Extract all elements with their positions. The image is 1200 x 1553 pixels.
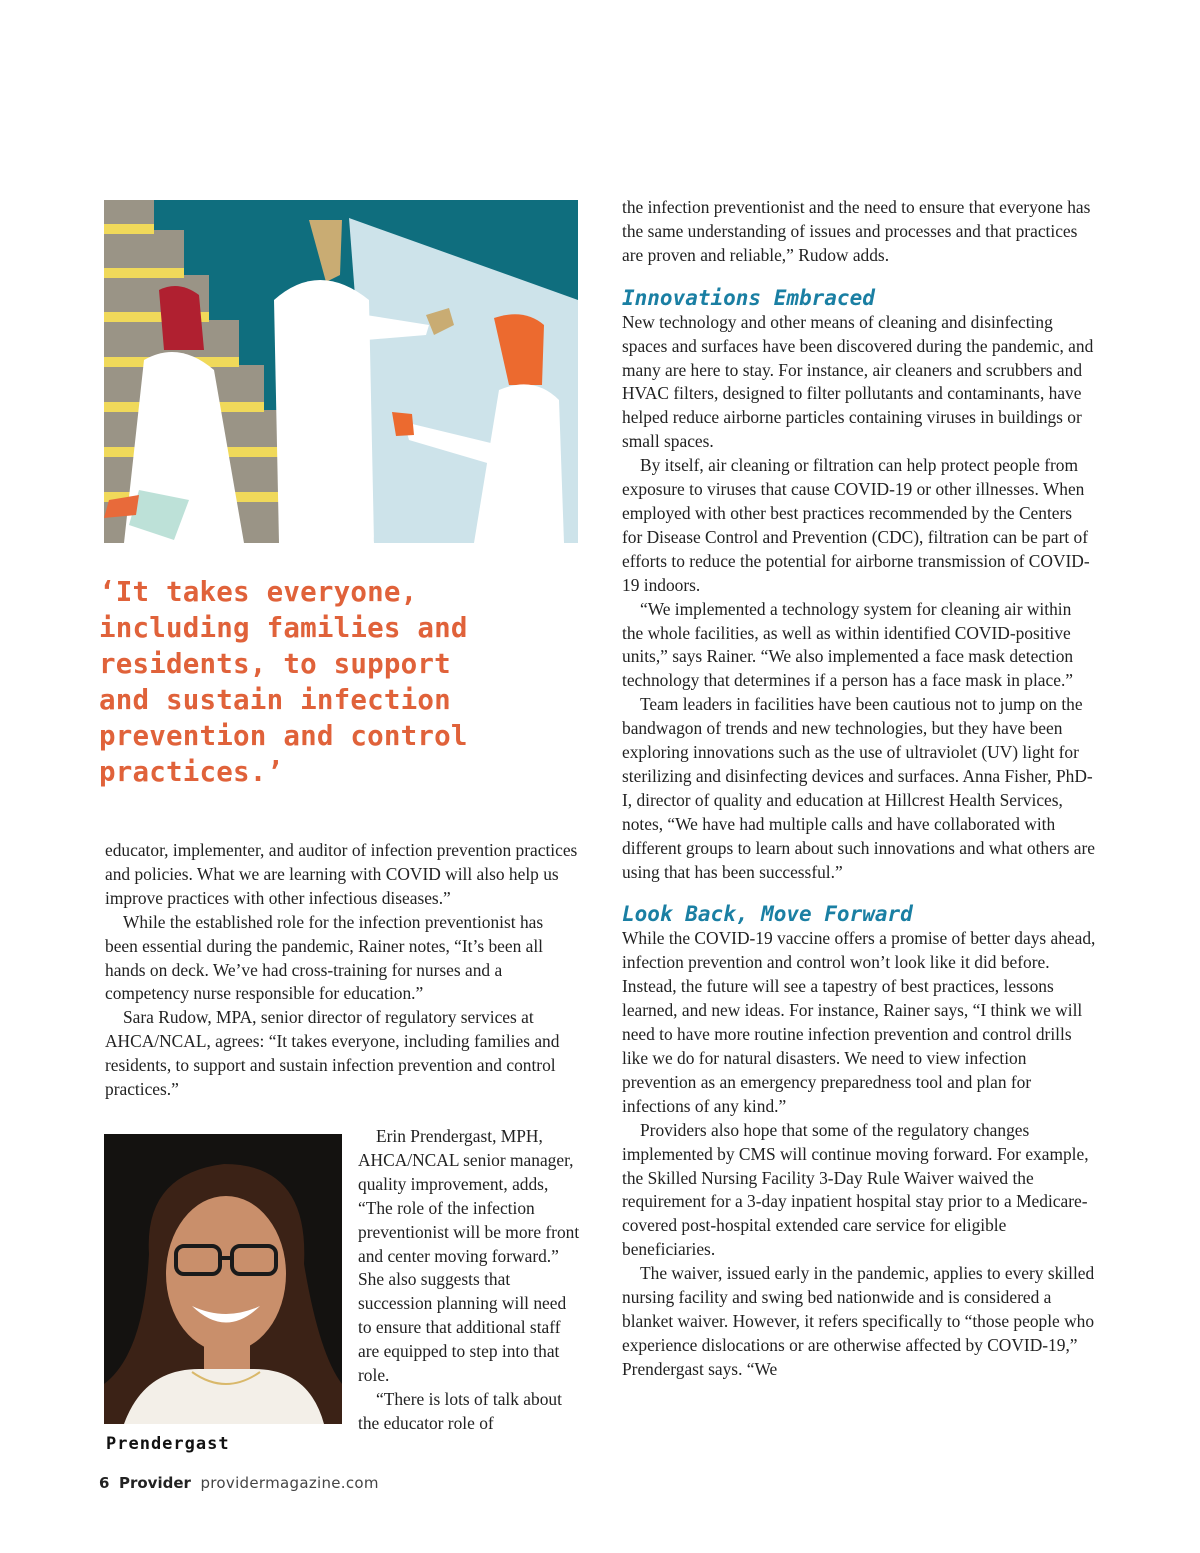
- body-paragraph: Erin Prendergast, MPH, AHCA/NCAL senior manager, quality improvement, adds, “The role of the infection preventionist will be more front and center moving forward.” She also suggests that succession planning will need to ensure that additional staff are equipped to step into that role.: [358, 1126, 580, 1386]
- body-paragraph: the infection preventionist and the need to ensure that everyone has the same understanding of issues and processes and that practices are proven and reliable,” Rudow adds.: [622, 197, 1091, 265]
- illustration-image: [104, 200, 578, 543]
- body-paragraph: New technology and other means of cleaning and disinfecting spaces and surfaces have been discovered during the pandemic, and many are here to stay. For instance, air cleaners and scrubbers and HVAC filters, designed to filter pollutants and contaminants, have helped reduce airborne particles containing viruses in buildings or small spaces.: [622, 311, 1094, 452]
- right-column: [622, 196, 1096, 1382]
- body-paragraph: Sara Rudow, MPA, senior director of regulatory services at AHCA/NCAL, agrees: “It takes everyone, including families and residents, to support and sustain infection prevention and control practices.”: [105, 1007, 560, 1100]
- page-footer: [99, 1474, 379, 1492]
- body-paragraph: By itself, air cleaning or filtration can help protect people from exposure to viruses that cause COVID-19 or other illnesses. When employed with other best practices recommended by the Centers for Disease Control and Prevention (CDC), filtration can be part of efforts to reduce the potential for airborne transmission of COVID-19 indoors.: [622, 455, 1090, 595]
- pull-quote-line: residents, to support: [99, 648, 451, 680]
- body-paragraph: The waiver, issued early in the pandemic, applies to every skilled nursing facility and swing bed nationwide and is considered a blanket waiver. However, it refers specifically to “those people who experience dislocations or are otherwise affected by COVID-19,” Prendergast says. “We: [622, 1263, 1095, 1379]
- page-number: 6: [99, 1474, 110, 1492]
- body-paragraph: “There is lots of talk about the educator role of: [358, 1388, 562, 1433]
- pull-quote-line: including families and: [99, 612, 468, 644]
- pull-quote-line: prevention and control: [99, 720, 468, 752]
- website-link[interactable]: providermagazine.com: [200, 1474, 379, 1492]
- body-paragraph: Providers also hope that some of the regulatory changes implemented by CMS will continue moving forward. For example, the Skilled Nursing Facility 3-Day Rule Waiver waived the requirement for a 3-day inpatient hospital stay prior to a Medicare-covered post-hospital extended care service for eligible beneficiaries.: [622, 1119, 1089, 1260]
- photo-caption: Prendergast: [106, 1434, 230, 1454]
- left-column: [105, 839, 579, 1102]
- magazine-name: Provider: [118, 1474, 191, 1492]
- body-paragraph: Team leaders in facilities have been cautious not to jump on the bandwagon of trends and new technologies, but they have been exploring innovations such as the use of ultraviolet (UV) light for sterilizing and disinfecting devices and surfaces. Anna Fisher, PhD-I, director of quality and education at Hillcrest Health Services, notes, “We have had multiple calls and have collaborated with different groups to learn about such innovations and what others are using that has been successful.”: [622, 694, 1095, 882]
- pull-quote-line: and sustain infection: [99, 684, 451, 716]
- body-paragraph: While the established role for the infection preventionist has been essential during the pandemic, Rainer notes, “It’s been all hands on deck. We’ve had cross-training for nurses and a competency nurse responsible for education.”: [105, 911, 544, 1004]
- section-heading: Look Back, Move Forward: [622, 902, 913, 927]
- pull-quote-line: ‘It takes everyone,: [99, 576, 418, 608]
- section-heading: Innovations Embraced: [622, 285, 875, 310]
- body-paragraph: While the COVID-19 vaccine offers a promise of better days ahead, infection prevention and control won’t look like it did before. Instead, the future will see a tapestry of best practices, lessons learned, and new ideas. For instance, Rainer says, “I think we will need to have more routine infection prevention and control drills like we do for natural disasters. We need to view infection prevention as an emergency preparedness tool and plan for infections of any kind.”: [622, 928, 1096, 1116]
- pull-quote: [99, 574, 579, 790]
- headshot-photo: [104, 1134, 342, 1424]
- pull-quote-line: practices.’: [99, 756, 284, 788]
- body-paragraph: “We implemented a technology system for cleaning air within the whole facilities, as well as within identified COVID-positive units,” says Rainer. “We also implemented a face mask detection technology that determines if a person has a face mask in place.”: [622, 598, 1074, 691]
- wrap-column: [358, 1125, 580, 1436]
- body-paragraph: educator, implementer, and auditor of infection prevention practices and policies. What we are learning with COVID will also help us improve practices with other infectious diseases.”: [105, 840, 578, 908]
